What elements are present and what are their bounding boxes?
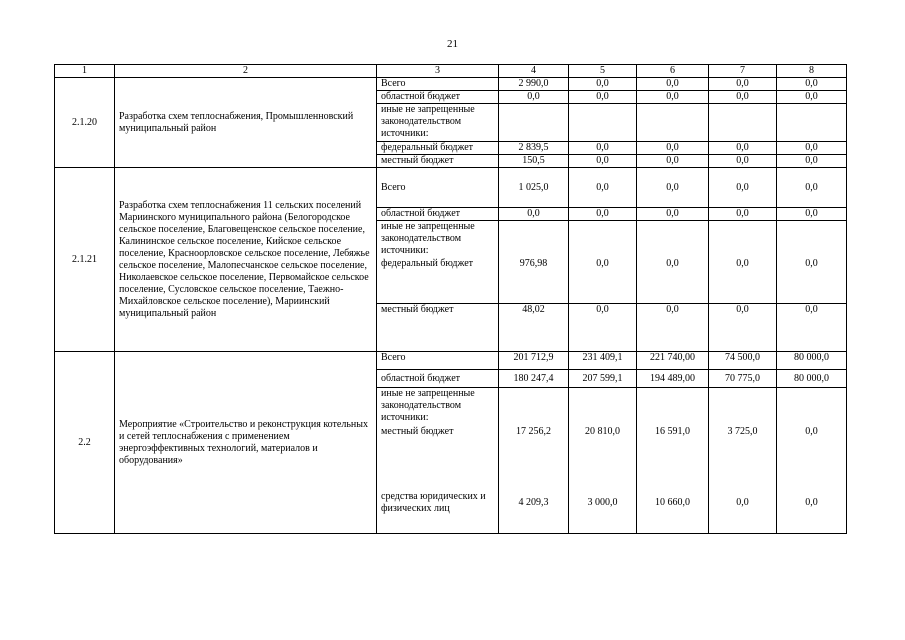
source-label: федеральный бюджет bbox=[377, 142, 499, 155]
value-cell: 0,0 bbox=[709, 91, 777, 104]
value-cell: 180 247,4 bbox=[499, 370, 569, 388]
page-number: 21 bbox=[447, 38, 458, 50]
value-cell: 74 500,0 bbox=[709, 352, 777, 370]
table-row bbox=[55, 352, 847, 370]
value-cell: 0,0 bbox=[569, 155, 637, 168]
source-label: областной бюджет bbox=[377, 91, 499, 104]
value-cell: 231 409,1 bbox=[569, 352, 637, 370]
value-cell: 0,0 bbox=[637, 168, 709, 208]
value-cell: 0,0 bbox=[569, 142, 637, 155]
value-cell: 2 990,0 bbox=[499, 78, 569, 91]
value-cell: 10 660,0 bbox=[637, 474, 709, 534]
value-cell: 0,0 bbox=[569, 168, 637, 208]
value-cell: 0,0 bbox=[777, 142, 847, 155]
header-row bbox=[55, 65, 847, 78]
value-cell: 0,0 bbox=[777, 91, 847, 104]
source-label: местный бюджет bbox=[377, 426, 499, 474]
source-label: средства юридических и физических лиц bbox=[377, 474, 499, 534]
value-cell: 0,0 bbox=[499, 91, 569, 104]
value-cell: 4 209,3 bbox=[499, 474, 569, 534]
value-cell: 0,0 bbox=[637, 78, 709, 91]
value-cell: 194 489,00 bbox=[637, 370, 709, 388]
value-cell: 0,0 bbox=[569, 91, 637, 104]
value-cell: 0,0 bbox=[499, 208, 569, 221]
value-cell: 3 000,0 bbox=[569, 474, 637, 534]
value-cell: 1 025,0 bbox=[499, 168, 569, 208]
value-cell: 0,0 bbox=[709, 78, 777, 91]
header-cell: 6 bbox=[637, 65, 709, 78]
value-cell: 0,0 bbox=[777, 155, 847, 168]
value-cell: 0,0 bbox=[777, 426, 847, 474]
source-label: иные не запрещенные законодательством источники: bbox=[377, 104, 499, 142]
value-cell: 0,0 bbox=[569, 258, 637, 304]
value-cell: 20 810,0 bbox=[569, 426, 637, 474]
value-cell: 0,0 bbox=[777, 168, 847, 208]
source-label: областной бюджет bbox=[377, 208, 499, 221]
value-cell: 70 775,0 bbox=[709, 370, 777, 388]
header-cell: 1 bbox=[55, 65, 115, 78]
value-cell: 80 000,0 bbox=[777, 370, 847, 388]
value-cell: 0,0 bbox=[777, 304, 847, 352]
value-cell: 207 599,1 bbox=[569, 370, 637, 388]
source-label: Всего bbox=[377, 352, 499, 370]
row-description: Разработка схем теплоснабжения, Промышленновский муниципальный район bbox=[115, 78, 377, 168]
header-cell: 5 bbox=[569, 65, 637, 78]
header-cell: 7 bbox=[709, 65, 777, 78]
value-cell: 221 740,00 bbox=[637, 352, 709, 370]
row-code: 2.1.21 bbox=[55, 168, 115, 352]
value-cell: 0,0 bbox=[709, 208, 777, 221]
value-cell: 3 725,0 bbox=[709, 426, 777, 474]
value-cell: 0,0 bbox=[637, 91, 709, 104]
row-code: 2.2 bbox=[55, 352, 115, 534]
value-cell: 0,0 bbox=[709, 258, 777, 304]
value-cell: 0,0 bbox=[709, 168, 777, 208]
value-cell: 80 000,0 bbox=[777, 352, 847, 370]
source-label: Всего bbox=[377, 78, 499, 91]
value-cell: 0,0 bbox=[777, 78, 847, 91]
value-cell: 0,0 bbox=[709, 142, 777, 155]
source-label: областной бюджет bbox=[377, 370, 499, 388]
value-cell: 0,0 bbox=[709, 304, 777, 352]
value-cell: 0,0 bbox=[777, 474, 847, 534]
header-cell: 2 bbox=[115, 65, 377, 78]
value-cell: 0,0 bbox=[709, 474, 777, 534]
source-label: местный бюджет bbox=[377, 304, 499, 352]
row-code: 2.1.20 bbox=[55, 78, 115, 168]
table-row bbox=[55, 168, 847, 208]
header-cell: 8 bbox=[777, 65, 847, 78]
value-cell: 0,0 bbox=[777, 208, 847, 221]
row-description: Разработка схем теплоснабжения 11 сельских поселений Мариинского муниципального района (Белогородское сельское поселение, Благовещенское сельское поселение, Калининское сельское поселение, Кийское сельское поселение, Красноорловское сельское поселение, Лебяжье сельское поселение, Малопесчанское сельское поселение, Николаевское сельское поселение, Первомайское сельское поселение, Сусловское сельское поселение, Таежно-Михайловское сельское поселение), Мариинский муниципальный район bbox=[115, 168, 377, 352]
header-cell: 4 bbox=[499, 65, 569, 78]
value-cell: 0,0 bbox=[709, 155, 777, 168]
source-label: иные не запрещенные законодательством источники: bbox=[377, 388, 499, 426]
value-cell: 0,0 bbox=[637, 208, 709, 221]
value-cell: 976,98 bbox=[499, 258, 569, 304]
value-cell: 150,5 bbox=[499, 155, 569, 168]
value-cell: 0,0 bbox=[637, 142, 709, 155]
source-label: иные не запрещенные законодательством источники: bbox=[377, 221, 499, 258]
value-cell: 0,0 bbox=[777, 258, 847, 304]
value-cell: 16 591,0 bbox=[637, 426, 709, 474]
row-description: Мероприятие «Строительство и реконструкция котельных и сетей теплоснабжения с применением энергоэффективных технологий, материалов и оборудования» bbox=[115, 352, 377, 534]
source-label: местный бюджет bbox=[377, 155, 499, 168]
source-label: Всего bbox=[377, 168, 499, 208]
value-cell: 0,0 bbox=[569, 304, 637, 352]
value-cell: 0,0 bbox=[569, 78, 637, 91]
value-cell: 0,0 bbox=[569, 208, 637, 221]
table-row bbox=[55, 78, 847, 91]
header-cell: 3 bbox=[377, 65, 499, 78]
value-cell: 201 712,9 bbox=[499, 352, 569, 370]
value-cell: 0,0 bbox=[637, 155, 709, 168]
value-cell: 17 256,2 bbox=[499, 426, 569, 474]
value-cell: 2 839,5 bbox=[499, 142, 569, 155]
funding-table bbox=[54, 64, 847, 534]
value-cell: 0,0 bbox=[637, 258, 709, 304]
value-cell: 48,02 bbox=[499, 304, 569, 352]
source-label: федеральный бюджет bbox=[377, 258, 499, 304]
value-cell: 0,0 bbox=[637, 304, 709, 352]
